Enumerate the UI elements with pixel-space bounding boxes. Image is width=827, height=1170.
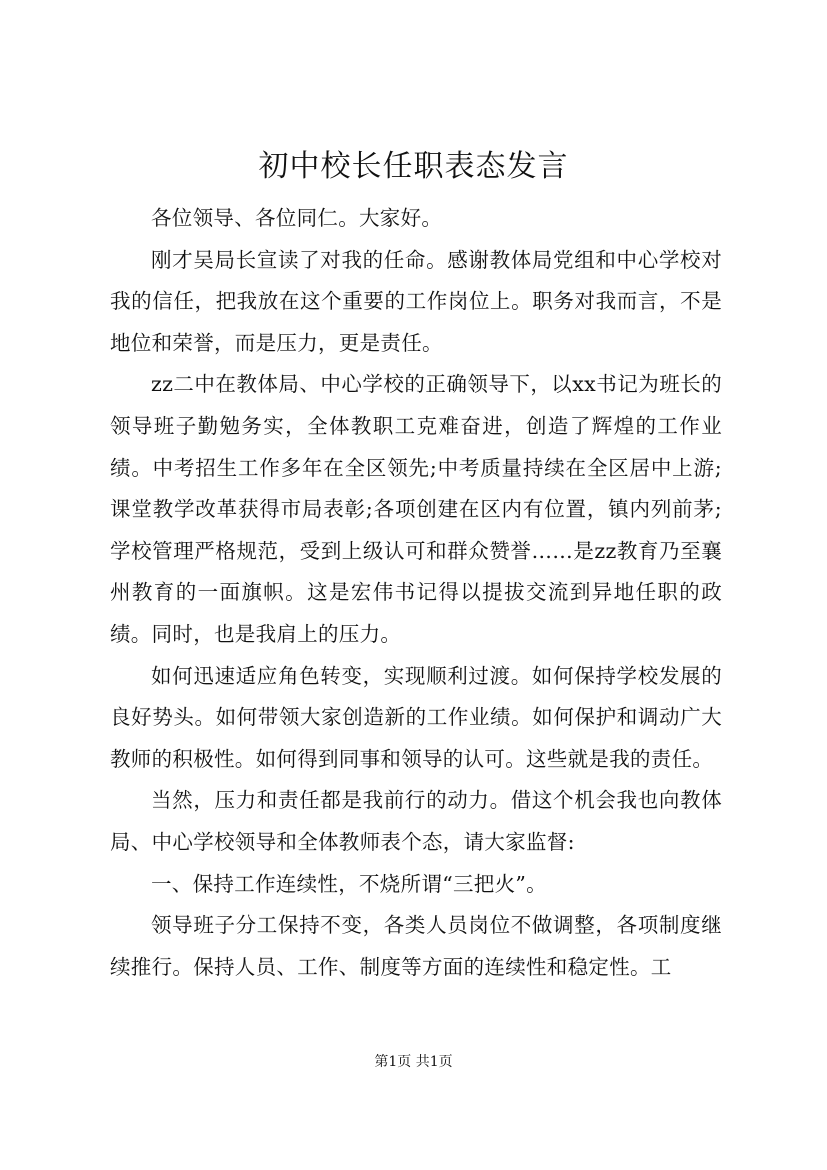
document-body — [110, 198, 722, 988]
page-footer: 第1页 共1页 — [374, 1054, 453, 1070]
paragraph-responsibilities: 如何迅速适应角色转变，实现顺利过渡。如何保持学校发展的良好势头。如何带领大家创造新的工作业绩。如何保护和调动广大教师的积极性。如何得到同事和领导的认可。这些就是我的责任。 — [110, 663, 722, 771]
paragraph-continuity: 领导班子分工保持不变，各类人员岗位不做调整，各项制度继续推行。保持人员、工作、制度等方面的连续性和稳定性。工 — [110, 913, 722, 979]
paragraph-commitment: 当然，压力和责任都是我前行的动力。借这个机会我也向教体局、中心学校领导和全体教师表个态，请大家监督: — [110, 788, 722, 854]
paragraph-greeting: 各位领导、各位同仁。大家好。 — [151, 206, 443, 230]
paragraph-section-heading-1: 一、保持工作连续性，不烧所谓“三把火”。 — [151, 871, 547, 896]
paragraph-appointment: 刚才吴局长宣读了对我的任命。感谢教体局党组和中心学校对我的信任，把我放在这个重要的工作岗位上。职务对我而言，不是地位和荣誉，而是压力，更是责任。 — [110, 247, 722, 355]
page-title: 初中校长任职表态发言 — [258, 149, 569, 184]
paragraph-achievements: zz二中在教体局、中心学校的正确领导下，以xx书记为班长的领导班子勤勉务实，全体教职工克难奋进，创造了辉煌的工作业绩。中考招生工作多年在全区领先;中考质量持续在全区居中上游;课堂教学改革获得市局表彰;各项创建在区内有位置，镇内列前茅;学校管理严格规范，受到上级认可和群众赞誉……是zz教育乃至襄州教育的一面旗帜。这是宏伟书记得以提拔交流到异地任职的政绩。同时，也是我肩上的压力。 — [110, 372, 722, 646]
